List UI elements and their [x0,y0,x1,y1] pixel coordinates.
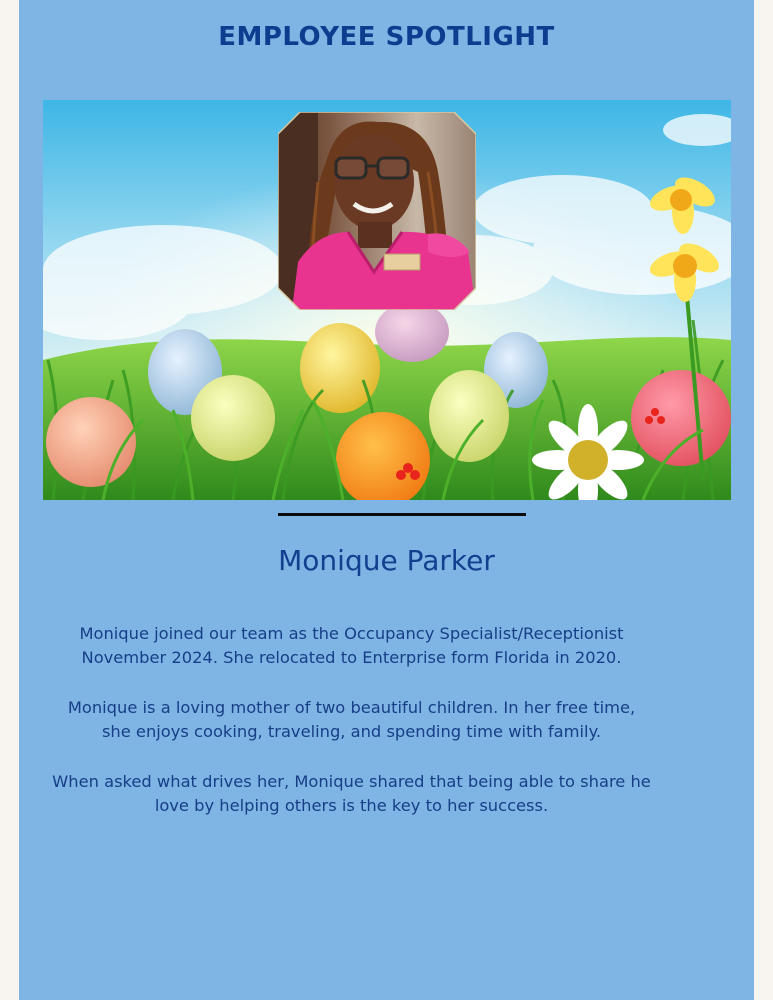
bio-line: she enjoys cooking, traveling, and spending time with family. [101,722,602,741]
bio-line: love by helping others is the key to her success. [154,796,549,815]
bio-paragraph-1 [19,622,684,670]
lilac-egg-icon [375,302,449,362]
peach-egg-icon [46,397,136,487]
bio-line: When asked what drives her, Monique shared that being able to share he [52,772,651,791]
bio-paragraph-2 [19,696,684,744]
lime-egg-icon [429,370,509,462]
bio-line: Monique joined our team as the Occupancy Specialist/Receptionist [79,624,624,643]
bio-paragraph-3 [19,770,684,818]
lime-egg-icon [191,375,275,461]
page-title: EMPLOYEE SPOTLIGHT [218,22,555,52]
spotlight-page [19,0,754,1000]
employee-photo [278,112,476,310]
divider-line [278,513,526,516]
bio-line: November 2024. She relocated to Enterprise form Florida in 2020. [81,648,622,667]
bio-line: Monique is a loving mother of two beautiful children. In her free time, [67,698,636,717]
employee-name: Monique Parker [278,544,495,577]
